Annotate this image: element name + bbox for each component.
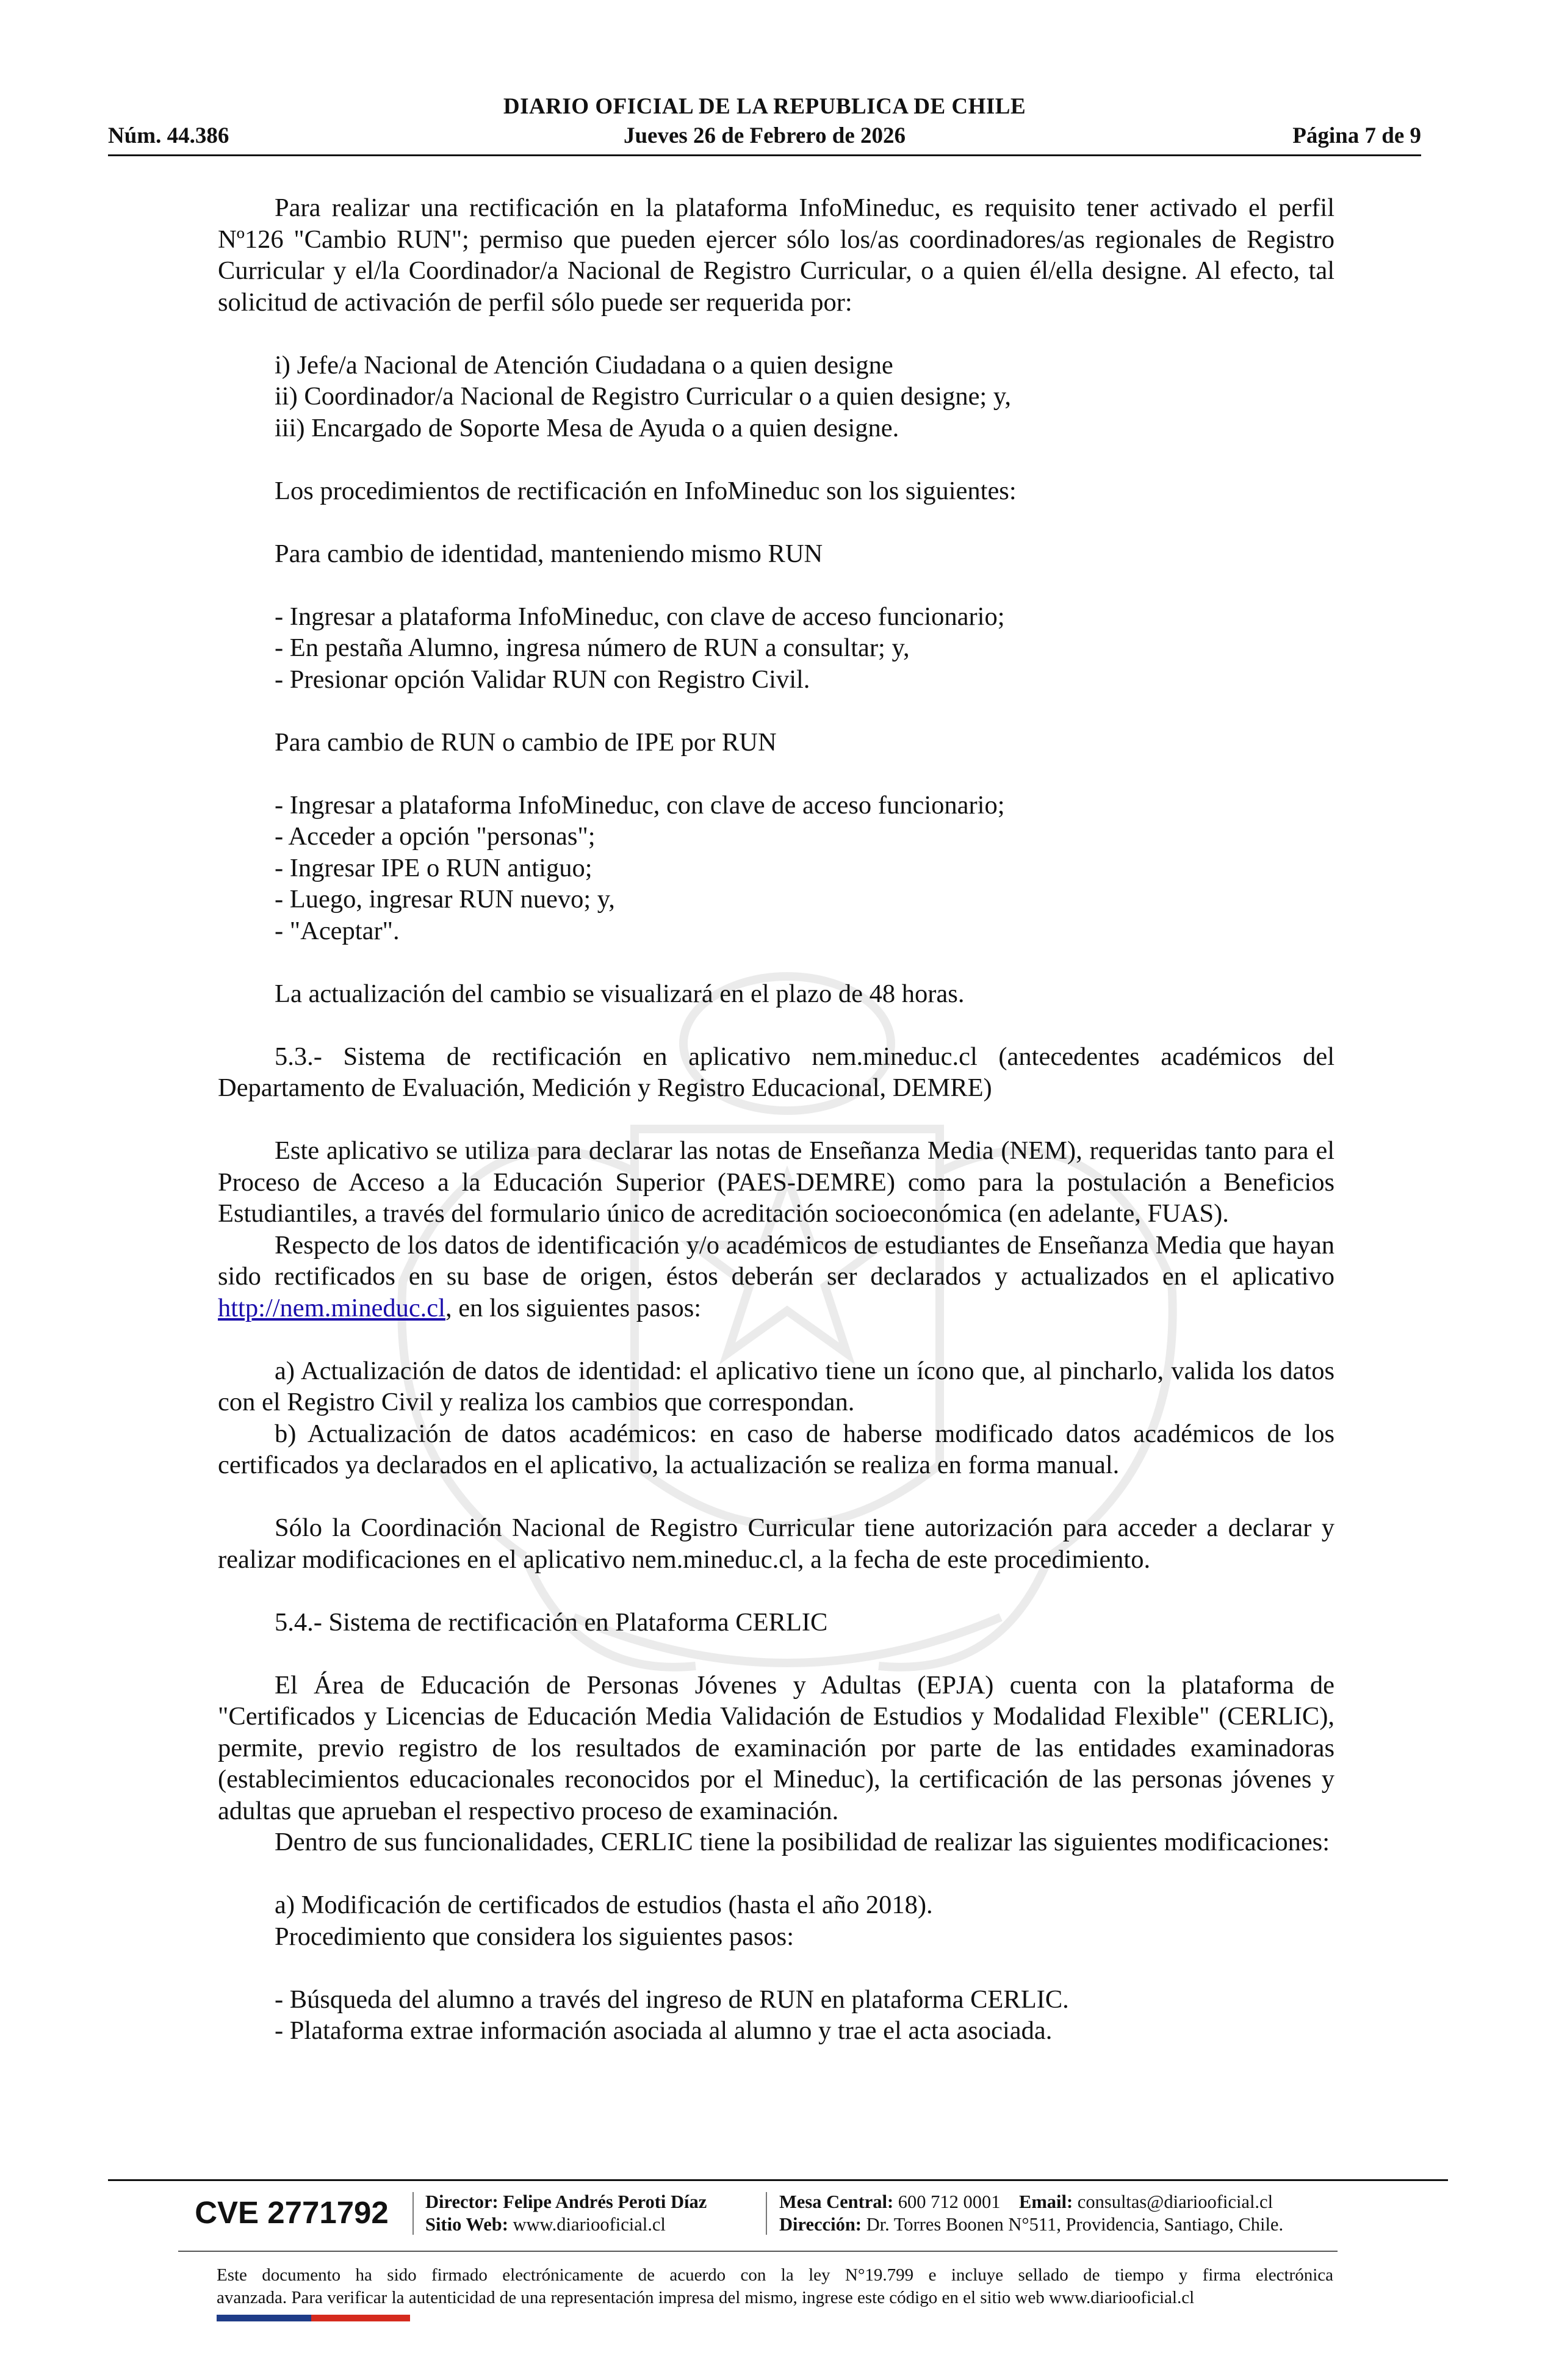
header-divider xyxy=(108,154,1421,156)
paragraph-nem: Este aplicativo se utiliza para declarar las notas de Enseñanza Media (NEM), requeridas tanto para el Proceso de Acceso a la Educación Superior (PAES-DEMRE) como para la postulación a Beneficios Estudiantiles, a través del formulario único de acreditación socioeconómica (en adelante, FUAS). xyxy=(218,1136,1334,1228)
issue-number: Núm. 44.386 xyxy=(108,123,229,148)
document-body xyxy=(218,192,1334,2047)
list-item: - Ingresar IPE o RUN antiguo; xyxy=(275,853,593,882)
list-item: - Ingresar a plataforma InfoMineduc, con clave de acceso funcionario; xyxy=(275,602,1005,631)
nem-mineduc-link[interactable]: http://nem.mineduc.cl xyxy=(218,1293,445,1322)
list-item: Procedimiento que considera los siguientes pasos: xyxy=(275,1922,794,1951)
paragraph-functionalities: Dentro de sus funcionalidades, CERLIC tiene la posibilidad de realizar las siguientes modificaciones: xyxy=(275,1828,1330,1856)
list-item: - Plataforma extrae información asociada al alumno y trae el acta asociada. xyxy=(275,2016,1053,2045)
list-item: i) Jefe/a Nacional de Atención Ciudadana o a quien designe xyxy=(275,350,893,380)
paragraph-requirements: Para realizar una rectificación en la plataforma InfoMineduc, es requisito tener activado el perfil Nº126 "Cambio RUN"; permiso que pueden ejercer sólo los/as coordinadores/as regionales de Registro Curricular y el/la Coordinador/a Nacional de Registro Curricular, o a quien él/ella designe. Al efecto, tal solicitud de activación de perfil sólo puede ser requerida por: xyxy=(218,193,1334,317)
list-item: - "Aceptar". xyxy=(275,916,400,945)
paragraph-rectified-data: Respecto de los datos de identificación y/o académicos de estudiantes de Enseñanza Media que hayan sido rectificados en su base de origen, éstos deberán ser declarados y actualizados en el aplicativo http://nem.mineduc.cl, en los siguientes pasos: xyxy=(218,1230,1334,1322)
page-header xyxy=(108,93,1421,159)
page-indicator: Página 7 de 9 xyxy=(1292,123,1421,148)
list-item: - Presionar opción Validar RUN con Registro Civil. xyxy=(275,665,810,694)
list-item: a) Modificación de certificados de estudios (hasta el año 2018). xyxy=(275,1891,933,1919)
section-heading-5-3: 5.3.- Sistema de rectificación en aplicativo nem.mineduc.cl (antecedentes académicos del Departamento de Evaluación, Medición y Registro Educacional, DEMRE) xyxy=(218,1042,1334,1102)
footer-separator xyxy=(412,2192,414,2235)
list-item: iii) Encargado de Soporte Mesa de Ayuda o a quien designe. xyxy=(275,413,899,442)
subheading-run-change: Para cambio de RUN o cambio de IPE por RUN xyxy=(275,727,777,757)
address-info: Dirección: Dr. Torres Boonen N°511, Providencia, Santiago, Chile. xyxy=(779,2214,1284,2235)
director-info: Director: Felipe Andrés Peroti Díaz xyxy=(425,2191,707,2212)
electronic-signature-disclaimer: Este documento ha sido firmado electrónicamente de acuerdo con la ley N°19.799 e incluye sellado de tiempo y firma electrónica avanzada. Para verificar la autenticidad de una representación impresa del mismo, ingrese este código en el sitio web www.diariooficial.cl xyxy=(217,2265,1333,2307)
website-info: Sitio Web: www.diariooficial.cl xyxy=(425,2214,666,2235)
list-item: - Acceder a opción "personas"; xyxy=(275,822,596,851)
section-heading-5-4: 5.4.- Sistema de rectificación en Plataforma CERLIC xyxy=(275,1607,828,1637)
list-item: - Ingresar a plataforma InfoMineduc, con clave de acceso funcionario; xyxy=(275,790,1005,820)
subheading-identity-change: Para cambio de identidad, manteniendo mismo RUN xyxy=(275,539,823,568)
paragraph-authorization: Sólo la Coordinación Nacional de Registro Curricular tiene autorización para acceder a declarar y realizar modificaciones en el aplicativo nem.mineduc.cl, a la fecha de este procedimiento. xyxy=(218,1513,1334,1574)
footer-divider-secondary xyxy=(178,2251,1338,2252)
paragraph-identity-update: a) Actualización de datos de identidad: el aplicativo tiene un ícono que, al pincharlo, valida los datos con el Registro Civil y realiza los cambios que correspondan. xyxy=(218,1356,1334,1416)
contact-info: Mesa Central: 600 712 0001 Email: consultas@diariooficial.cl xyxy=(779,2191,1273,2212)
cve-code: CVE 2771792 xyxy=(195,2195,389,2230)
list-item: - Luego, ingresar RUN nuevo; y, xyxy=(275,885,615,914)
footer-separator xyxy=(766,2192,767,2235)
paragraph-48-hours: La actualización del cambio se visualizará en el plazo de 48 horas. xyxy=(275,979,965,1008)
paragraph-procedures: Los procedimientos de rectificación en InfoMineduc son los siguientes: xyxy=(275,476,1017,505)
newspaper-title: DIARIO OFICIAL DE LA REPUBLICA DE CHILE xyxy=(503,94,1026,119)
flag-bar-red xyxy=(311,2315,410,2321)
issue-date: Jueves 26 de Febrero de 2026 xyxy=(623,123,906,148)
paragraph-epja: El Área de Educación de Personas Jóvenes y Adultas (EPJA) cuenta con la plataforma de "Certificados y Licencias de Educación Media Validación de Estudios y Modalidad Flexible" (CERLIC), permite, previo registro de los resultados de examinación por parte de las entidades examinadoras (establecimientos educacionales reconocidos por el Mineduc), la certificación de las personas jóvenes y adultas que aprueban el respectivo proceso de examinación. xyxy=(218,1670,1334,1825)
paragraph-academic-update: b) Actualización de datos académicos: en caso de haberse modificado datos académicos de los certificados ya declarados en el aplicativo, la actualización se realiza en forma manual. xyxy=(218,1419,1334,1479)
list-item: - Búsqueda del alumno a través del ingreso de RUN en plataforma CERLIC. xyxy=(275,1985,1069,2014)
footer-divider xyxy=(108,2179,1448,2181)
flag-bar-blue xyxy=(217,2315,311,2321)
list-item: - En pestaña Alumno, ingresa número de RUN a consultar; y, xyxy=(275,633,910,662)
list-item: ii) Coordinador/a Nacional de Registro Curricular o a quien designe; y, xyxy=(275,382,1011,411)
